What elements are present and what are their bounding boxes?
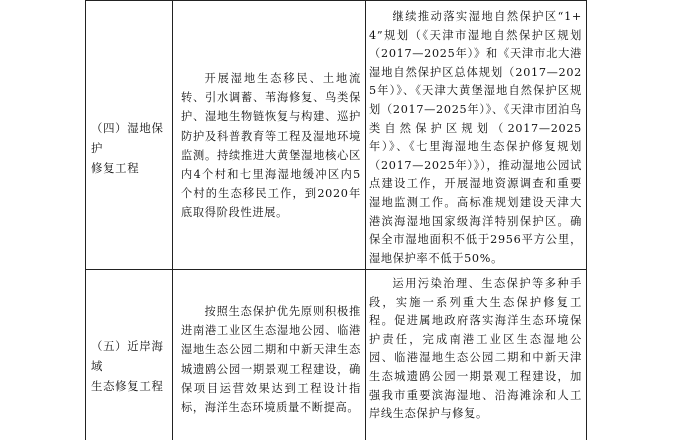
row-divider <box>85 269 587 270</box>
table-left-border <box>85 0 86 440</box>
measure-cell: 按照生态保护优先原则积极推进南港工业区生态湿地公园、临港湿地生态公园二期和中新天津生态城遗鸥公园一期景观工程建设，确保项目运营效果达到工程设计指标，海洋生态环境质量不断提高。 <box>181 305 361 415</box>
category-cell <box>91 118 171 178</box>
column-divider-2 <box>365 0 366 440</box>
table-top-border <box>85 0 587 1</box>
category-line: 修复工程 <box>91 161 140 175</box>
column-divider-3 <box>586 0 587 440</box>
category-line: （五）近岸海域 <box>91 339 164 373</box>
category-line: 生态修复工程 <box>91 379 164 393</box>
category-cell <box>91 336 171 396</box>
measure-cell: 开展湿地生态移民、土地流转、引水调蓄、苇海修复、鸟类保护、湿地生物链恢复与构建、巡护防护及科普教育等工程及湿地环境监测。持续推进大黄堡湿地核心区内4个村和七里海湿地缓冲区内5个村的生态移民工作，到2020年底取得阶段性进展。 <box>181 72 361 220</box>
column-divider-1 <box>172 0 173 440</box>
detail-cell: 继续推动落实湿地自然保护区“1+4”规划（《天津市湿地自然保护区规划（2017—2025年）》和《天津市北大港湿地自然保护区总体规划（2017—2025年）》、《天津大黄堡湿地自然保护区规划（2017—2025年）》、《天津市团泊鸟类自然保护区规划（2017—2025年）》、《七里海湿地生态保护修复规划（2017—2025年）》），推动湿地公园试点建设工作，开展湿地资源调查和重要湿地监测工作。高标准规划建设天津大港滨海湿地国家级海洋特别保护区。确保全市湿地面积不低于2956平方公里，湿地保护率不低于50%。 <box>369 10 582 265</box>
category-line: （四）湿地保护 <box>91 121 164 155</box>
detail-cell: 运用污染治理、生态保护等多种手段，实施一系列重大生态保护修复工程。促进属地政府落实海洋生态环境保护责任，完成南港工业区生态湿地公园、临港湿地生态公园二期和中新天津生态城遗鸥公园一期景观工程建设，加强我市重要滨海湿地、沿海滩涂和人工岸线生态保护与修复。 <box>369 277 582 421</box>
